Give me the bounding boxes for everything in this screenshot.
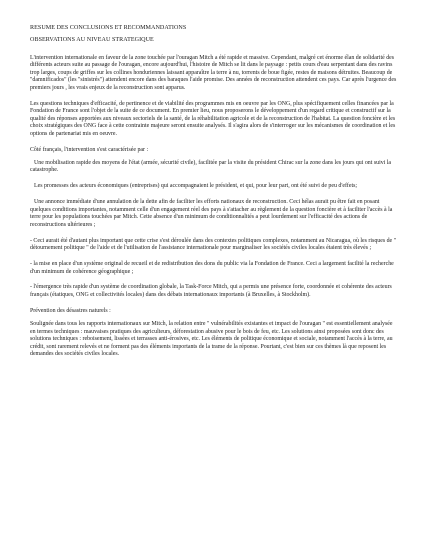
paragraph-questions: Les questions techniques d'efficacité, de pertinence et de viabilité des programmes mis en oeuvre par les ONG, plus spécifiquement celles financées par la Fondation de France sont l'objet de la suite de ce document. En premier lieu, nous proposerons le développement d'un regard critique et constructif sur la qualité des réponses apportées aux niveaux sectoriels de la santé, de la réhabilitation agricole et de la reconstruction de l'habitat. La question foncière et les choix stratégiques des ONG face à cette contrainte majeure seront ensuite analysés. Il s'agira alors de s'interroger sur les mécanismes de coordination et les options de partenariat mis en oeuvre. <box>30 100 396 137</box>
paragraph-fondation: - la mise en place d'un système original de recueil et de redistribution des dons du public via la Fondation de France. Ceci a largement facilité la recherche d'un minimum de cohérence géographique ; <box>30 261 394 275</box>
paragraph-mobilisation: Une mobilisation rapide des moyens de l'état (armée, sécurité civile), facilitée par la visite du président Chirac sur la zone dans les jours qui ont suivi la catastrophe. <box>30 159 392 174</box>
paragraph-task-force: - l'émergence très rapide d'un système de coordination globale, la Task-Force Mitch, qui a permis une présence forte, coordonnée et cohérente des acteurs français (étatiques, ONG et collectivités locales) dans des débats internationaux importants (à Bruxelles, à Stockholm). <box>30 284 392 298</box>
paragraph-promesses: Les promesses des acteurs économiques (entreprises) qui accompagnaient le président, et qui, pour leur part, ont été suivi de peu d'effets; <box>34 183 358 190</box>
paragraph-contexte-politique: - Ceci aurait été d'autant plus important que cette crise s'est déroulée dans des contextes politiques complexes, notamment au Nicaragua, où les risques de " détournement politique " de l'aide et de l'utilisation de l'assistance internationale pour marginaliser les sociétés civiles locales étaient très élevés ; <box>30 237 397 252</box>
paragraph-prevention: Soulignée dans tous les rapports internationaux sur Mitch, la relation entre " vulnérabilités existantes et impact de l'ouragan " est essentiellement analysée en termes techniques : mauvaises pratiques des agriculteurs, déforestation abusive pour le bois de feu, etc. Les solutions ainsi proposées sont donc des solutions techniques : reboisement, lissées et terrasses anti-érosives, etc. Les éléments de politique économique et sociale, notamment l'accès à la terre, au crédit, sont rarement relevés et ne forment pas des éléments importants de la trame de la réponse. Pourtant, c'est bien sur ces thèmes là que reposent les demandes des sociétés civiles locales. <box>30 321 393 358</box>
paragraph-french-side: Côté français, l'intervention s'est caractérisée par : <box>30 146 149 153</box>
paragraph-annulation-dette: Une annonce immédiate d'une annulation de la dette afin de faciliter les efforts nationaux de reconstruction. Ceci hélas aurait pu être fait en posant quelques conditions importantes, notamment celle d'un engagement réel des pays à s'attacher au règlement de la question foncière et à faciliter l'accès à la terre pour les populations touchées par Mitch. Cette absence d'un minimum de conditionnalités a peut lourdement sur l'efficacité des actions de reconstructions ultérieures ; <box>30 199 393 228</box>
document-heading: RESUME DES CONCLUSIONS ET RECOMMANDATIONS <box>30 25 187 31</box>
paragraph-intro: L'intervention internationale en faveur de la zone touchée par l'ouragan Mitch a été rapide et massive. Cependant, malgré cet énorme élan de solidarité des différents acteurs suite au passage de l'ouragan, encore aujourd'hui, l'histoire de Mitch se lit dans le paysage : petits cours d'eau serpentant dans des ravins trop larges, coups de griffes sur les collines honduriennes laissant apparaître la terre à nu, torrents de boue figée, restes de maisons détruites. Beaucoup de "damnificados" (les "sinistrés") attendent encore dans des baraques l'aide promise. Des années de reconstruction attendent ces pays. Car après l'urgence des premiers jours , les vrais enjeux de la reconstruction sont apparus. <box>30 55 397 91</box>
paragraph-prevention-heading: Prévention des désastres naturels : <box>30 307 111 314</box>
document-page <box>30 24 398 367</box>
section-heading: OBSERVATIONS AU NIVEAU STRATEGIQUE <box>30 37 154 43</box>
